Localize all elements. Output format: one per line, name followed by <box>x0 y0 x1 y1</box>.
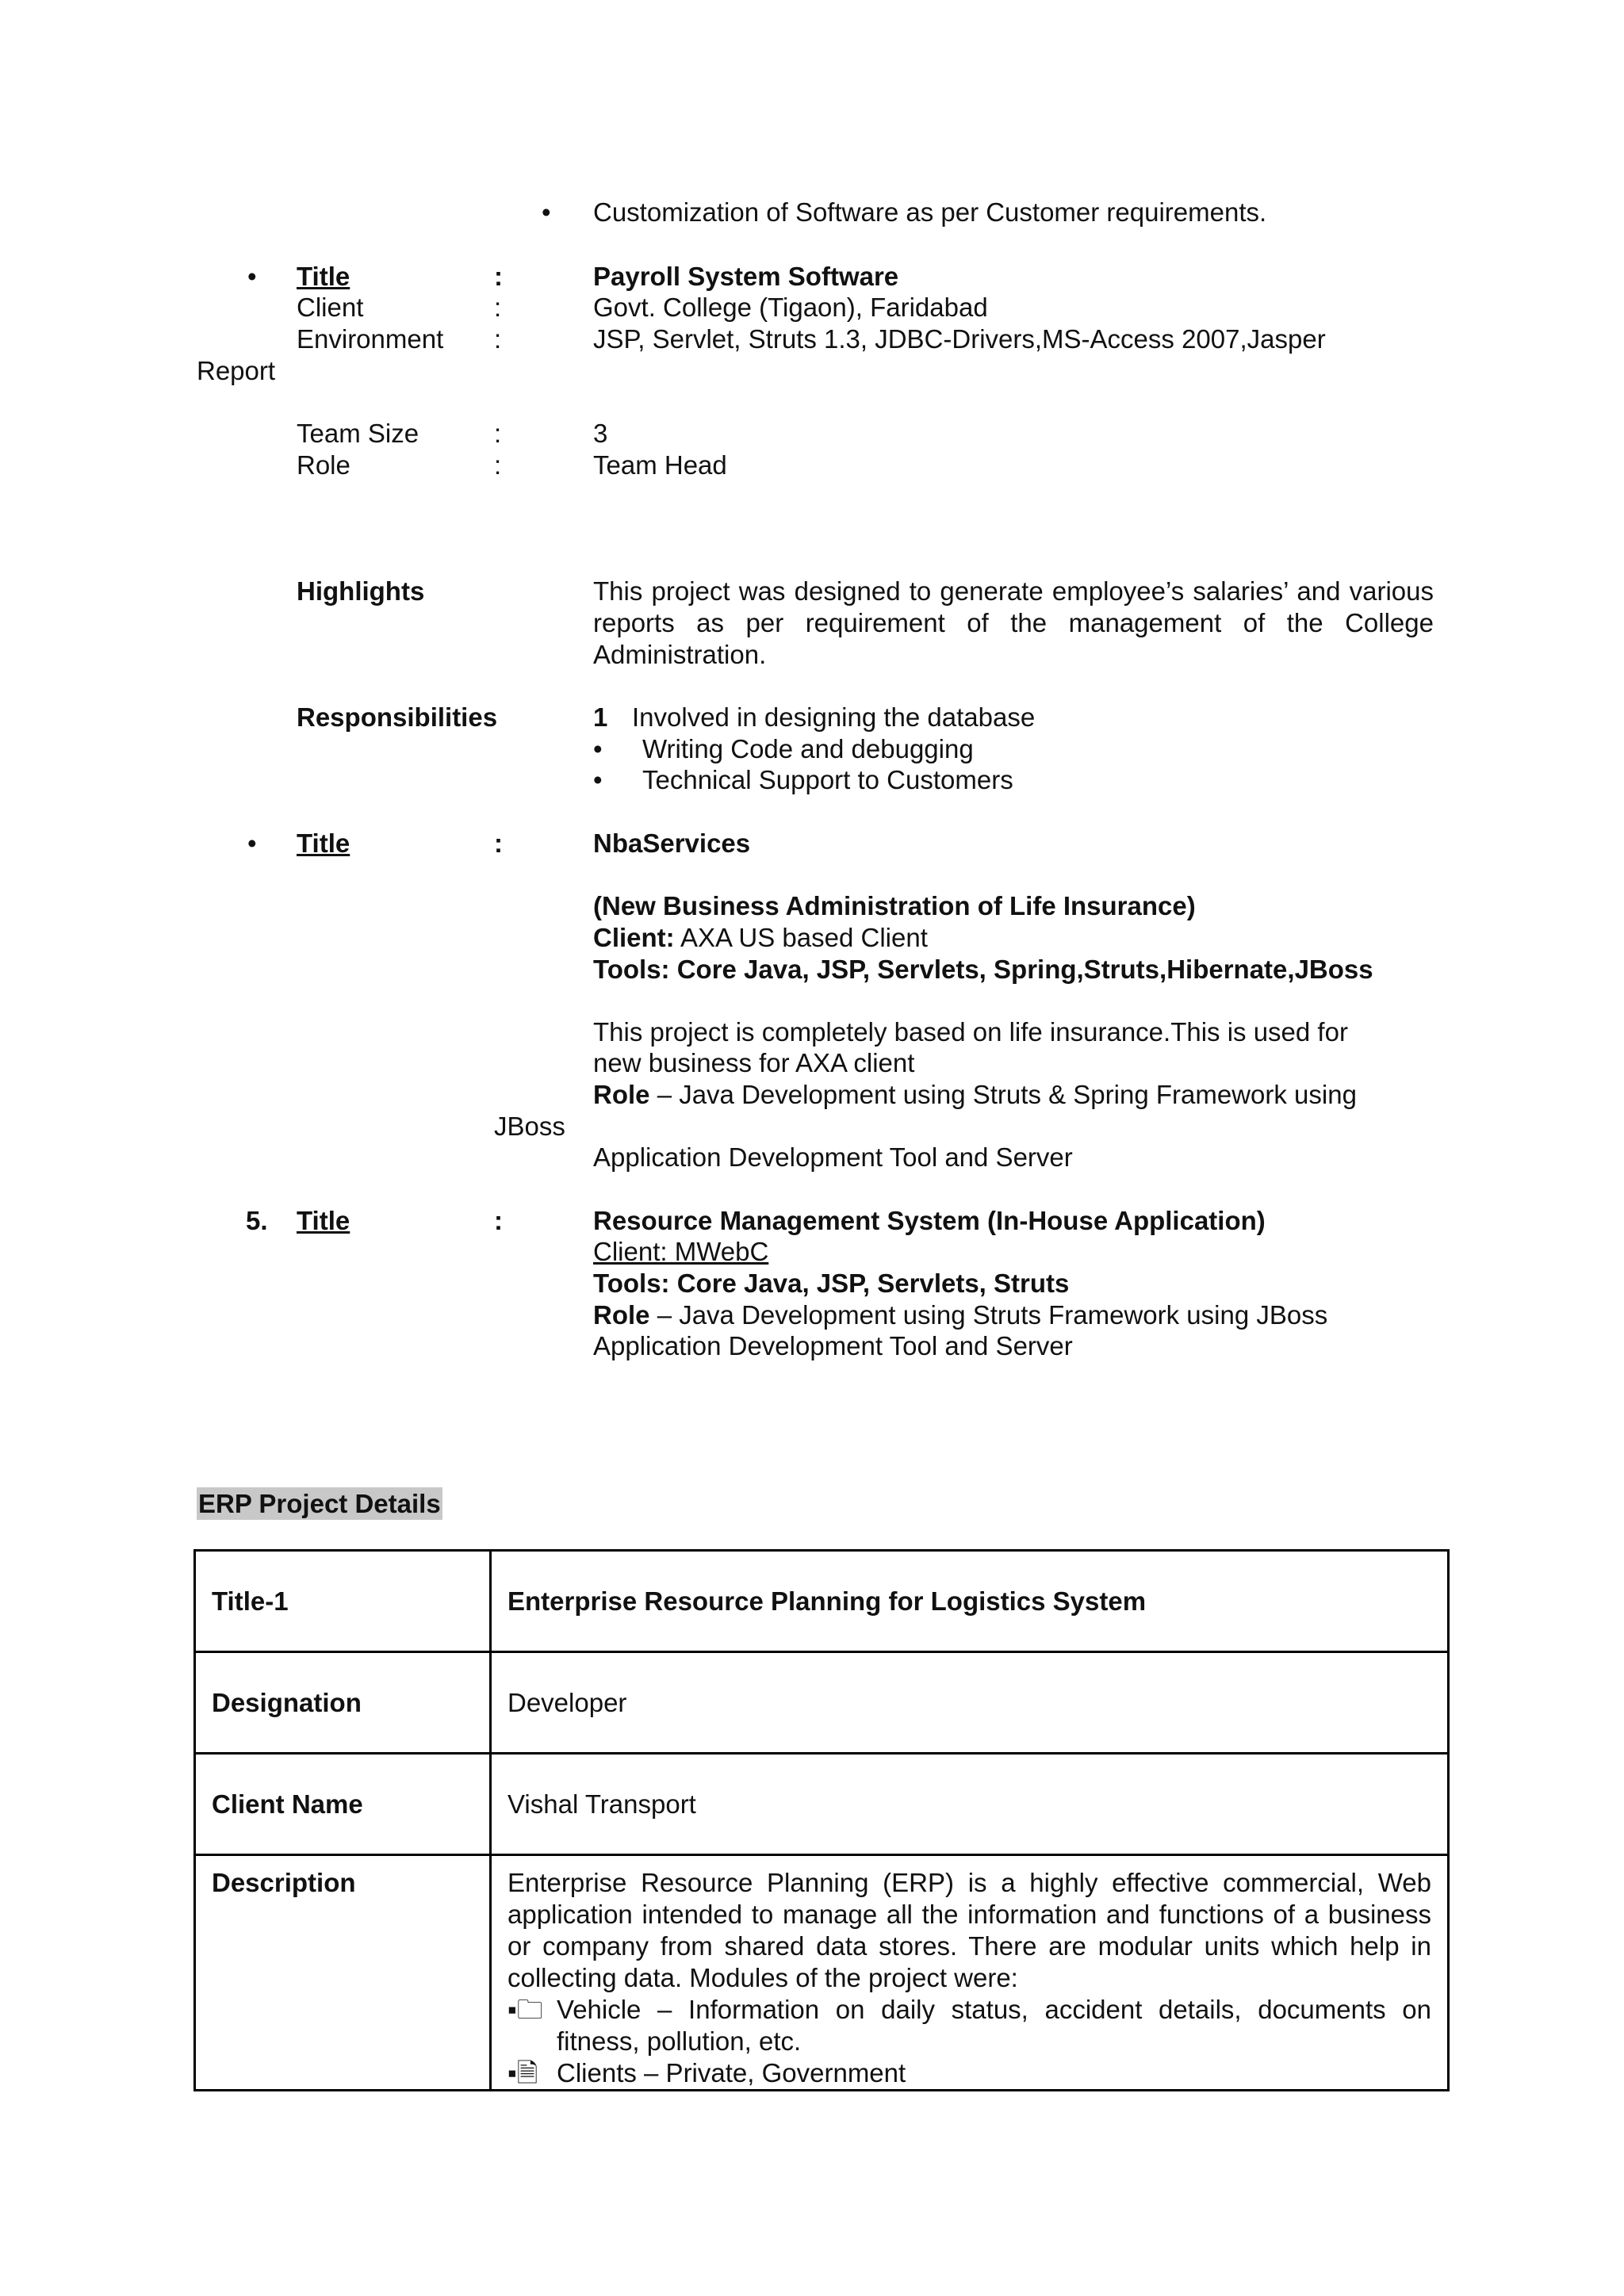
erp-designation-value: Developer <box>491 1652 1449 1754</box>
project1-client-value: Govt. College (Tigaon), Faridabad <box>593 293 988 322</box>
project2-desc-line2: new business for AXA client <box>593 1048 915 1077</box>
module-item <box>508 2057 1431 2089</box>
project2-client-line <box>593 922 928 954</box>
responsibility-marker: • <box>593 765 603 794</box>
responsibility-item: Technical Support to Customers <box>642 765 1013 794</box>
colon: : <box>494 419 502 448</box>
project2-title-value: NbaServices <box>593 828 751 858</box>
intro-bullet-text: Customization of Software as per Customer requirements. <box>593 197 1267 227</box>
project1-bullet: • <box>247 262 257 291</box>
project2-tools: Tools: Core Java, JSP, Servlets, Spring,Struts,Hibernate,JBoss <box>593 955 1373 984</box>
colon: : <box>494 1206 503 1235</box>
project1-environment-wrap: Report <box>197 356 276 385</box>
erp-designation-label: Designation <box>195 1652 491 1754</box>
colon: : <box>494 324 502 354</box>
responsibility-item: Involved in designing the database <box>632 702 1036 732</box>
project1-highlights-text: This project was designed to generate employee’s salaries’ and various reports as per requirement of the management of the College Administration. <box>593 576 1434 669</box>
table-row <box>195 1652 1449 1754</box>
project2-client-label: Client: <box>593 923 675 952</box>
erp-heading <box>197 1488 442 1520</box>
colon: : <box>494 262 503 291</box>
folder-icon: ▪🗀 <box>508 1995 543 2024</box>
project3-number: 5. <box>246 1206 268 1235</box>
erp-title-value: Enterprise Resource Planning for Logistics System <box>491 1551 1449 1652</box>
project3-role-label: Role <box>593 1300 650 1330</box>
project2-role-text: – Java Development using Struts & Spring Framework using <box>657 1080 1357 1109</box>
project3-role-line <box>593 1299 1327 1331</box>
project1-client-label: Client <box>297 293 364 322</box>
project2-role-label: Role <box>593 1080 650 1109</box>
project1-highlights-label: Highlights <box>297 576 425 606</box>
project1-team-size-label: Team Size <box>297 419 419 448</box>
project3-title-value: Resource Management System (In-House Application) <box>593 1206 1266 1235</box>
erp-description-label: Description <box>195 1855 491 2091</box>
colon: : <box>494 450 502 480</box>
erp-client-value: Vishal Transport <box>491 1754 1449 1855</box>
module-text: Clients – Private, Government <box>557 2058 906 2087</box>
project1-environment-value: JSP, Servlet, Struts 1.3, JDBC-Drivers,MS-Access 2007,Jasper <box>593 324 1326 354</box>
project1-environment-label: Environment <box>297 324 444 354</box>
module-item <box>508 1994 1431 2057</box>
project1-role-value: Team Head <box>593 450 727 480</box>
project2-subtitle: (New Business Administration of Life Insurance) <box>593 891 1196 920</box>
project1-team-size-value: 3 <box>593 419 608 448</box>
erp-description-text: Enterprise Resource Planning (ERP) is a highly effective commercial, Web application intended to manage all the information and functions of a business or company from shared data stores. There are modular units which help in collecting data. Modules of the project were: <box>508 1868 1431 1992</box>
project3-role-line2: Application Development Tool and Server <box>593 1331 1073 1360</box>
project2-desc-line1: This project is completely based on life insurance.This is used for <box>593 1017 1348 1047</box>
erp-heading-text: ERP Project Details <box>198 1489 441 1518</box>
erp-title-label: Title-1 <box>195 1551 491 1652</box>
project2-role-wrap: JBoss <box>494 1112 565 1141</box>
project1-title-value: Payroll System Software <box>593 262 899 291</box>
project1-role-label: Role <box>297 450 350 480</box>
table-row <box>195 1551 1449 1652</box>
bullet-dot: • <box>542 197 551 227</box>
project3-title-label: Title <box>297 1206 350 1235</box>
project2-role-line <box>593 1079 1357 1111</box>
erp-description-cell <box>491 1855 1449 2091</box>
project2-title-label: Title <box>297 828 350 858</box>
table-row <box>195 1754 1449 1855</box>
project2-bullet: • <box>247 828 257 858</box>
responsibility-marker: • <box>593 734 603 763</box>
project3-role-text: – Java Development using Struts Framework using JBoss <box>657 1300 1328 1330</box>
module-text: Vehicle – Information on daily status, accident details, documents on fitness, pollution, etc. <box>557 1995 1431 2056</box>
colon: : <box>494 828 503 858</box>
project2-role-line2: Application Development Tool and Server <box>593 1142 1073 1172</box>
project2-client-value: AXA US based Client <box>680 923 928 952</box>
erp-client-label: Client Name <box>195 1754 491 1855</box>
erp-details-table <box>193 1549 1450 2091</box>
colon: : <box>494 293 502 322</box>
responsibility-marker: 1 <box>593 702 608 732</box>
table-row <box>195 1855 1449 2091</box>
project3-tools: Tools: Core Java, JSP, Servlets, Struts <box>593 1269 1070 1298</box>
project3-client: Client: MWebC <box>593 1237 769 1266</box>
responsibility-item: Writing Code and debugging <box>642 734 974 763</box>
document-icon: ▪🗎 <box>508 2058 538 2087</box>
project1-responsibilities-label: Responsibilities <box>297 702 498 732</box>
project1-title-label: Title <box>297 262 350 291</box>
